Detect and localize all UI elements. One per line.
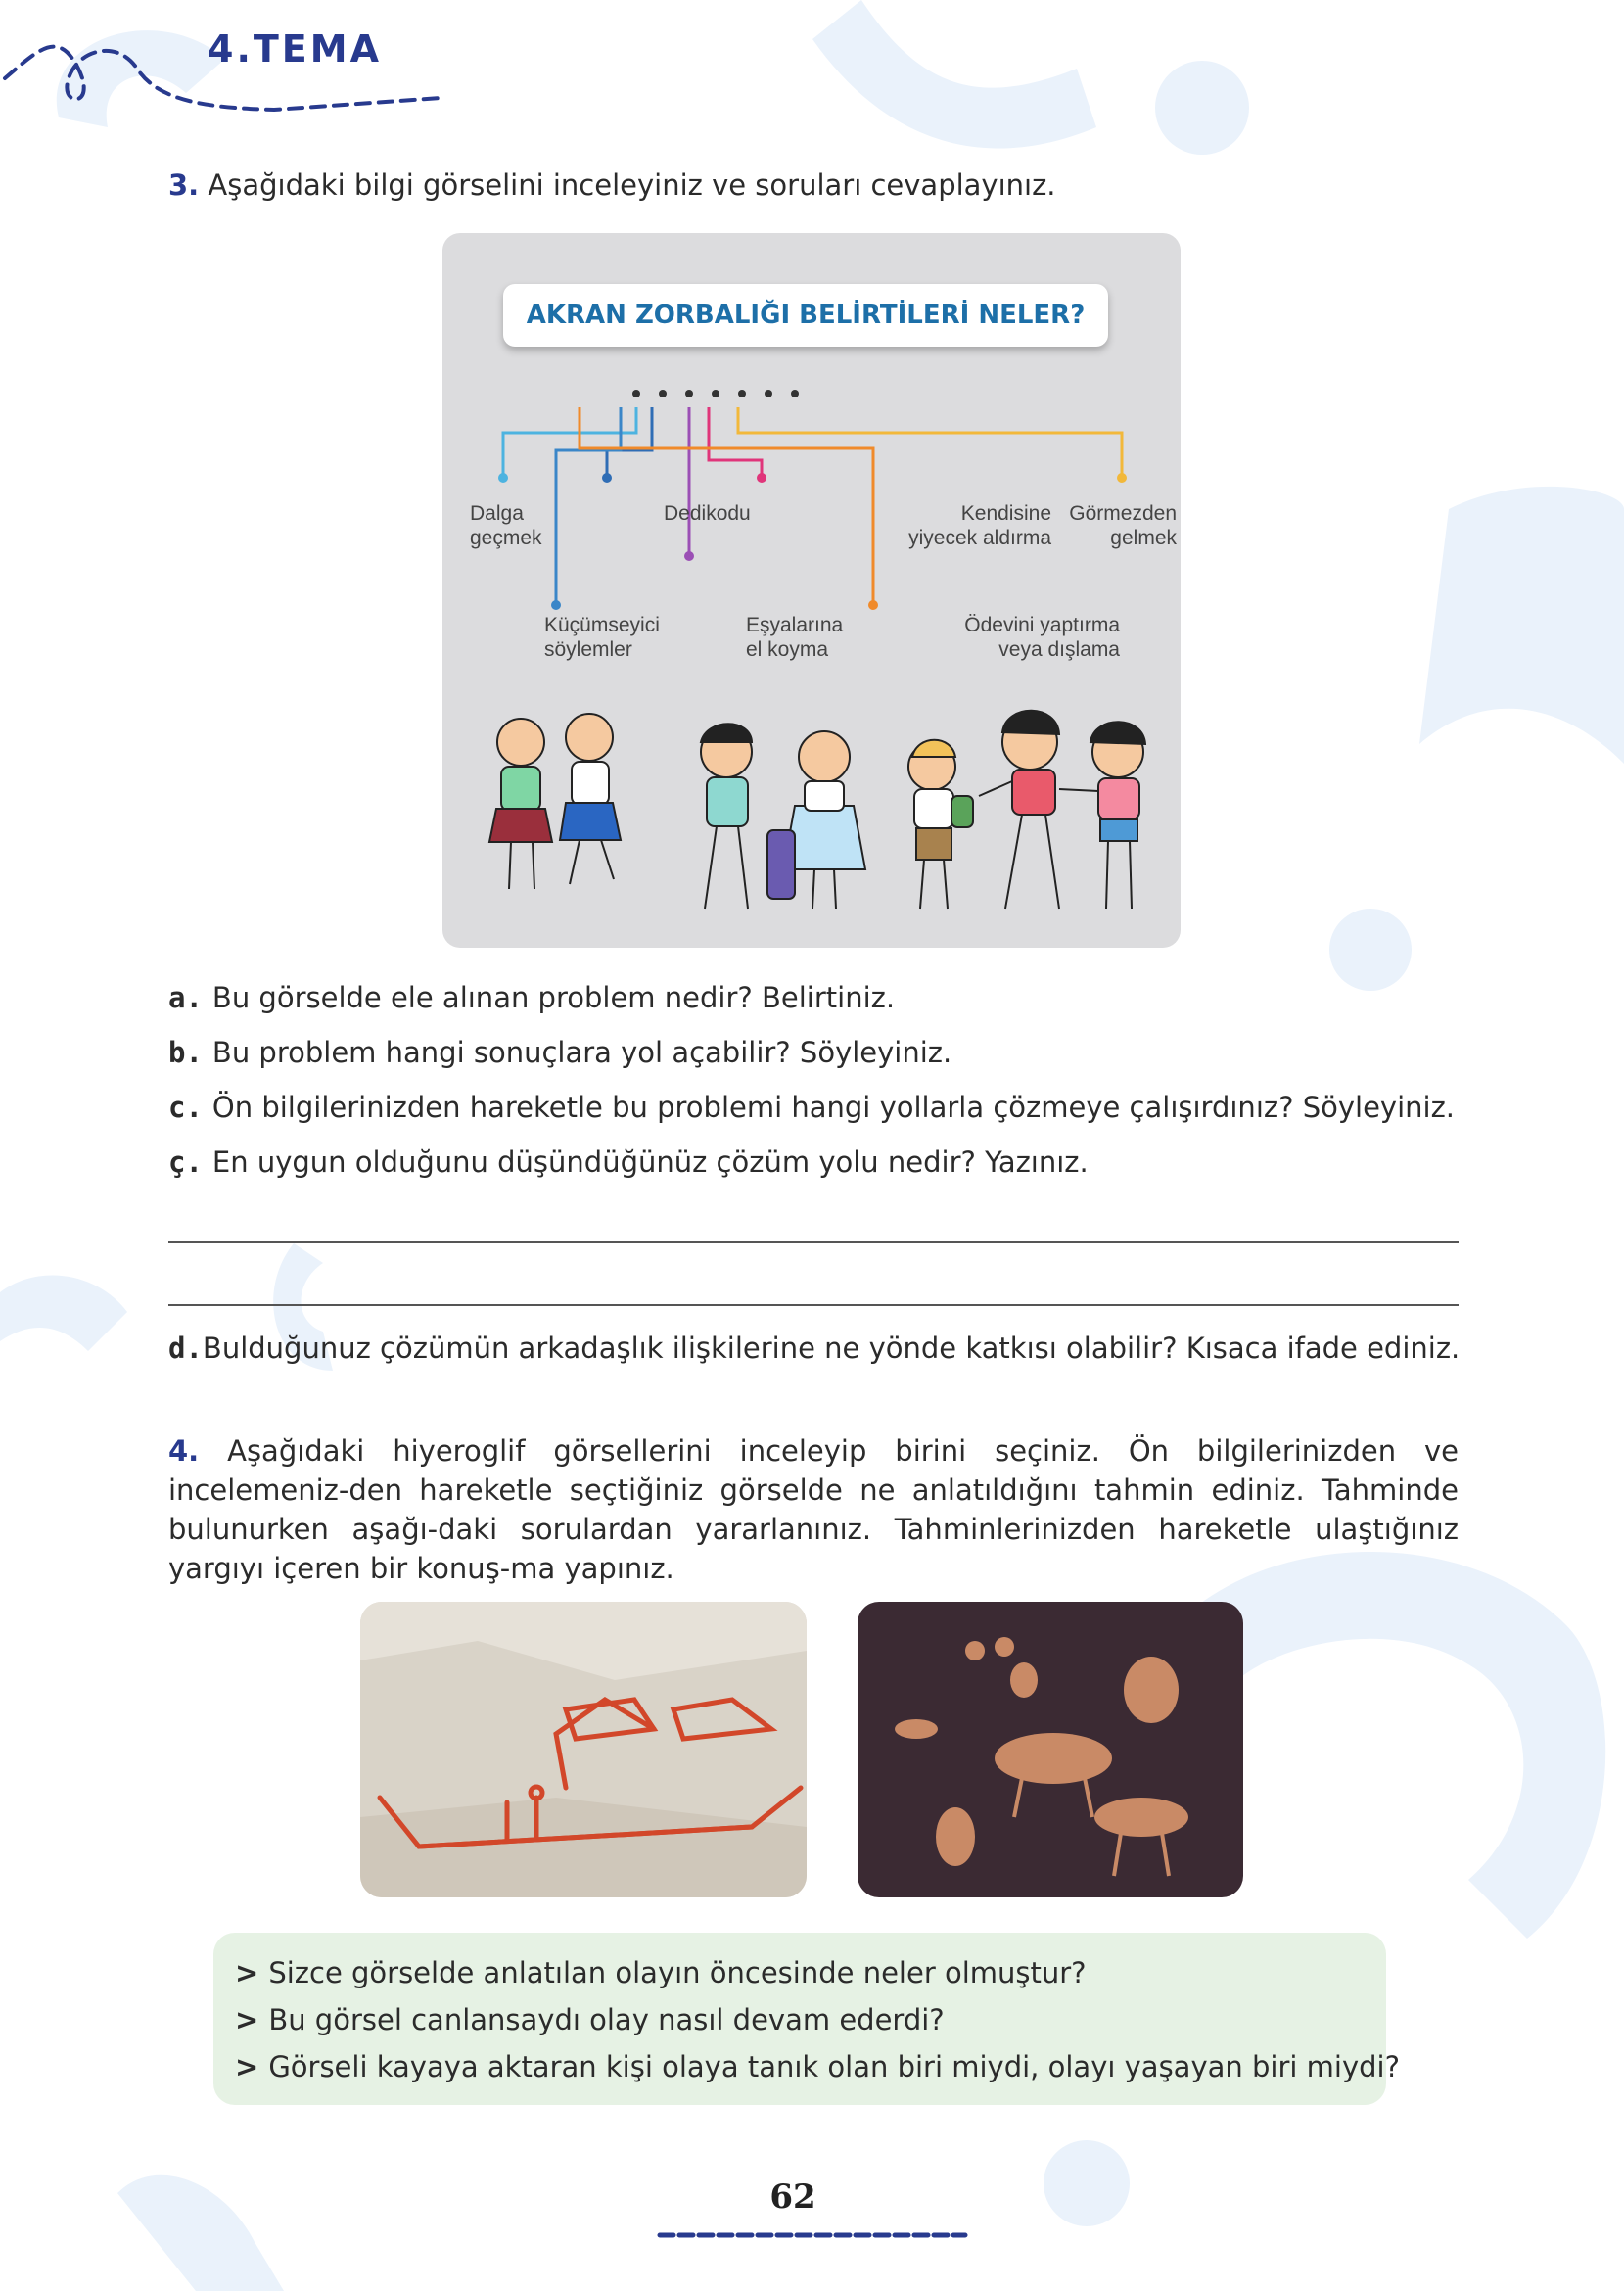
label-kucumseyici-soylemler: Küçümseyici söylemler xyxy=(544,614,660,661)
answer-line[interactable] xyxy=(168,1241,1459,1243)
prompt-item: > Bu görsel canlansaydı olay nasıl devam ederdi? xyxy=(235,2003,945,2036)
question-number: 4. xyxy=(168,1434,200,1468)
question-number: 3. xyxy=(168,168,200,202)
page-number: 62 xyxy=(769,2177,816,2217)
label-esyalarina-el-koyma: Eşyalarına el koyma xyxy=(746,614,844,661)
label-odev-yaptirma: Ödevini yaptırma veya dışlama xyxy=(964,614,1120,661)
question-item-b: b. Bu problem hangi sonuçlara yol açabilir? Söyleyiniz. xyxy=(168,1036,952,1069)
prompt-item: > Görseli kayaya aktaran kişi olaya tanık olan biri miydi, olayı yaşayan biri miydi? xyxy=(235,2050,1400,2083)
question-item-a: a. Bu görselde ele alınan problem nedir? Belirtiniz. xyxy=(168,981,896,1014)
children-illustration xyxy=(489,711,1145,909)
rock-art-animals-image xyxy=(858,1602,1243,1897)
question-4-text xyxy=(168,1431,1459,1588)
question-item-c-cedilla: ç. En uygun olduğunu düşündüğünüz çözüm yolu nedir? Yazınız. xyxy=(168,1146,1089,1179)
infographic-title: AKRAN ZORBALIĞI BELİRTİLERİ NELER? xyxy=(503,284,1108,347)
label-dedikodu: Dedikodu xyxy=(664,502,751,525)
rock-art-boat-image xyxy=(360,1602,807,1897)
question-prompts-box xyxy=(213,1933,1400,2105)
footer-dash-decoration xyxy=(656,2228,969,2242)
question-item-c: c. Ön bilgilerinizden hareketle bu problemi hangi yollarla çözmeye çalışırdınız? Söyleyiniz. xyxy=(168,1091,1456,1124)
label-dalga-gecmek: Dalga geçmek xyxy=(470,502,542,549)
label-yiyecek-aldirma: Kendisine yiyecek aldırma xyxy=(908,502,1051,549)
question-text: Aşağıdaki bilgi görselini inceleyiniz ve soruları cevaplayınız. xyxy=(208,168,1056,202)
label-gormezden-gelmek: Görmezden gelmek xyxy=(1069,502,1177,549)
question-text: Aşağıdaki hiyeroglif görsellerini inceleyip birini seçiniz. Ön bilgilerinizden ve incelemeniz-den hareketle seçtiğiniz görselde ne anlatıldığını tahmin ediniz. Tahminde bulunurken aşağı-daki sorulardan yararlanınız. Tahminlerinizden hareketle ulaştığınız yargıyı içeren bir konuş-ma yapınız. xyxy=(168,1434,1459,1585)
question-item-d: d.Bulduğunuz çözümün arkadaşlık ilişkilerine ne yönde katkısı olabilir? Kısaca ifade ediniz. xyxy=(168,1332,1461,1365)
theme-label: 4.TEMA xyxy=(208,27,382,70)
question-3-prompt xyxy=(168,168,1056,202)
bullying-infographic xyxy=(442,233,1181,948)
infographic-connector-lines xyxy=(442,233,1181,948)
answer-line[interactable] xyxy=(168,1304,1459,1306)
prompt-item: > Sizce görselde anlatılan olayın öncesinde neler olmuştur? xyxy=(235,1956,1087,1989)
